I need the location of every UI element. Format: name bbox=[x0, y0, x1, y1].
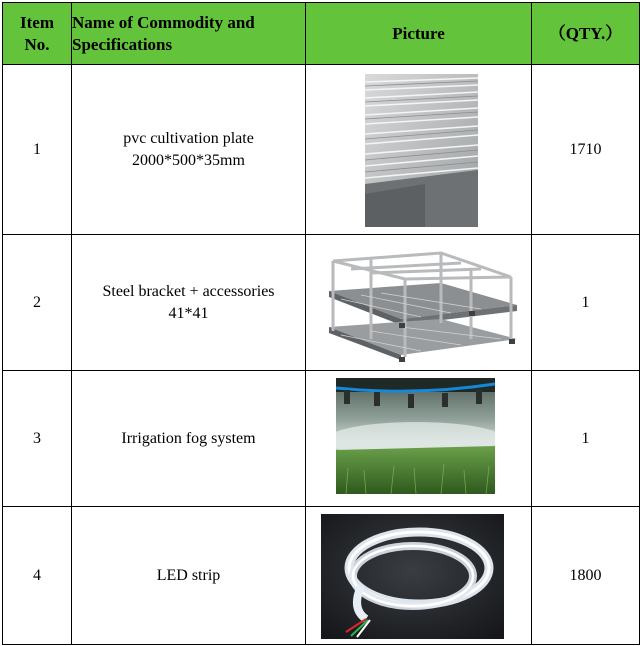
row-qty: 1 bbox=[532, 371, 640, 507]
row-name bbox=[72, 507, 306, 645]
commodity-table bbox=[2, 2, 640, 645]
header-picture: Picture bbox=[306, 3, 532, 65]
row-name-line1: LED strip bbox=[156, 566, 221, 584]
header-name bbox=[72, 3, 306, 65]
row-qty: 1800 bbox=[532, 507, 640, 645]
header-name-line1: Name of Commodity and bbox=[72, 12, 255, 32]
header-item-no bbox=[3, 3, 72, 65]
row-qty: 1710 bbox=[532, 65, 640, 235]
header-item-line2: No. bbox=[24, 34, 50, 54]
row-item-no: 3 bbox=[3, 371, 72, 507]
header-name-line2: Specifications bbox=[72, 34, 173, 54]
header-qty: （QTY.） bbox=[532, 3, 640, 65]
header-row bbox=[3, 3, 640, 65]
row-name bbox=[72, 65, 306, 235]
row-picture-cell bbox=[306, 65, 532, 235]
pvc-plates-photo bbox=[365, 74, 478, 227]
table-row bbox=[3, 65, 640, 235]
row-name-line1: pvc cultivation plate bbox=[123, 129, 254, 147]
header-item-line1: Item bbox=[20, 12, 54, 32]
row-item-no: 2 bbox=[3, 235, 72, 371]
table-row bbox=[3, 371, 640, 507]
row-picture-cell bbox=[306, 235, 532, 371]
led-strip-photo bbox=[321, 514, 504, 639]
row-item-no: 1 bbox=[3, 65, 72, 235]
table-row bbox=[3, 507, 640, 645]
row-name-line1: Steel bracket + accessories bbox=[102, 282, 275, 300]
row-name-line2: 2000*500*35mm bbox=[132, 151, 245, 169]
row-name bbox=[72, 371, 306, 507]
row-name-line1: Irrigation fog system bbox=[121, 429, 256, 447]
fog-system-photo bbox=[336, 378, 495, 494]
row-name-line2: 41*41 bbox=[168, 304, 209, 322]
row-item-no: 4 bbox=[3, 507, 72, 645]
row-qty: 1 bbox=[532, 235, 640, 371]
row-picture-cell bbox=[306, 371, 532, 507]
row-picture-cell bbox=[306, 507, 532, 645]
steel-bracket-render bbox=[321, 239, 519, 364]
row-name bbox=[72, 235, 306, 371]
table-row bbox=[3, 235, 640, 371]
